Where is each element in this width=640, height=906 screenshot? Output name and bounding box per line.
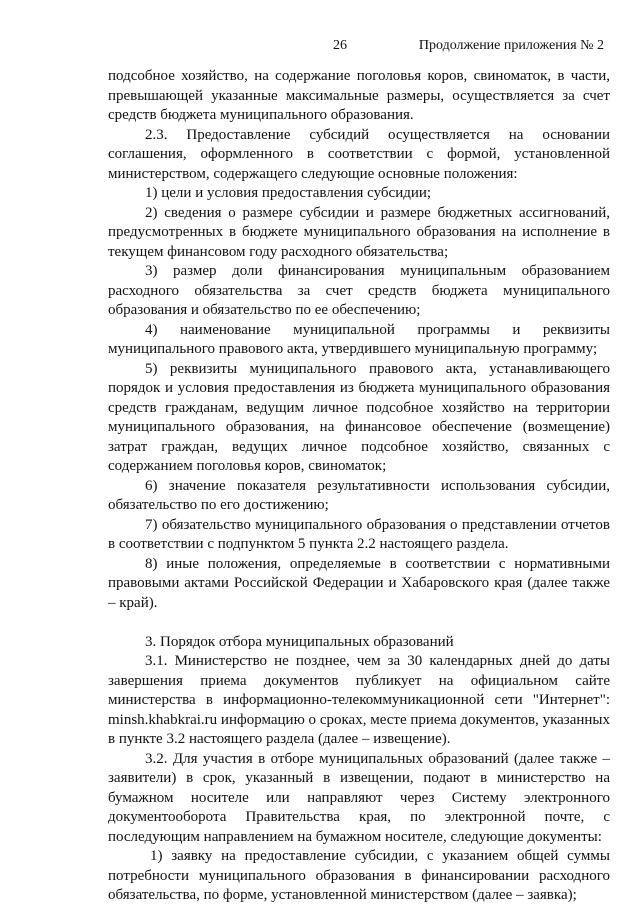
document-item-1: 1) заявку на предоставление субсидии, с указанием общей суммы потребности муниципального образования в финансировании расходного обязательства, по форме, установленной министерством (далее – заявка);	[108, 848, 610, 903]
section-3-heading: 3. Порядок отбора муниципальных образований	[145, 633, 454, 650]
list-item-4: 4) наименование муниципальной программы и реквизиты муниципального правового акта, утвердившего муниципальную программу;	[108, 321, 610, 357]
list-item-5: 5) реквизиты муниципального правового акта, устанавливающего порядок и условия предоставления из бюджета муниципального образования средств гражданам, ведущим личное подсобное хозяйство на территории муниципального образования, на финансовое обеспечение (возмещение) затрат граждан, ведущих личное подсобное хозяйство, связанных с содержанием поголовья коров, свиноматок;	[108, 360, 610, 474]
list-item-2: 2) сведения о размере субсидии и размере бюджетных ассигнований, предусмотренных в бюджете муниципального образования на исполнение в текущем финансовом году расходного обязательства;	[108, 204, 610, 260]
list-item-6: 6) значение показателя результативности использования субсидии, обязательство по его достижению;	[108, 477, 610, 513]
document-body	[108, 67, 610, 906]
appendix-note: Продолжение приложения № 2	[418, 38, 604, 53]
paragraph-3-2: 3.2. Для участия в отборе муниципальных образований (далее также – заявители) в срок, указанный в извещении, подают в министерство на бумажном носителе или направляют через Систему электронного документооборота Правительства края, по электронной почте, с последующим направлением на бумажном носителе, следующие документы:	[108, 750, 610, 845]
list-item-3: 3) размер доли финансирования муниципальным образованием расходного обязательства за счет средств бюджета муниципального образования и обязательство по ее обеспечению;	[108, 263, 610, 318]
page-number: 26	[333, 38, 347, 53]
paragraph-3-1: 3.1. Министерство не позднее, чем за 30 календарных дней до даты завершения приема документов публикует на официальном сайте министерства в информационно-телекоммуникационной сети "Интернет": minsh.khabkrai.ru информацию о сроках, месте приема документов, указанных в пункте 3.2 настоящего раздела (далее – извещение).	[108, 653, 610, 747]
paragraph-continuation: подсобное хозяйство, на содержание поголовья коров, свиноматок, в части, превышающей указанные максимальные размеры, осуществляется за счет средств бюджета муниципального образования.	[108, 68, 610, 123]
list-item-8: 8) иные положения, определяемые в соответствии с нормативными правовыми актами Российской Федерации и Хабаровского края (далее также – край).	[108, 555, 610, 611]
list-item-1: 1) цели и условия предоставления субсидии;	[145, 185, 432, 201]
list-item-7: 7) обязательство муниципального образования о представлении отчетов в соответствии с подпунктом 5 пункта 2.2 настоящего раздела.	[108, 516, 610, 552]
paragraph-2-3: 2.3. Предоставление субсидий осуществляется на основании соглашения, оформленного в соответствии с формой, установленной министерством, содержащего следующие основные положения:	[108, 126, 610, 182]
